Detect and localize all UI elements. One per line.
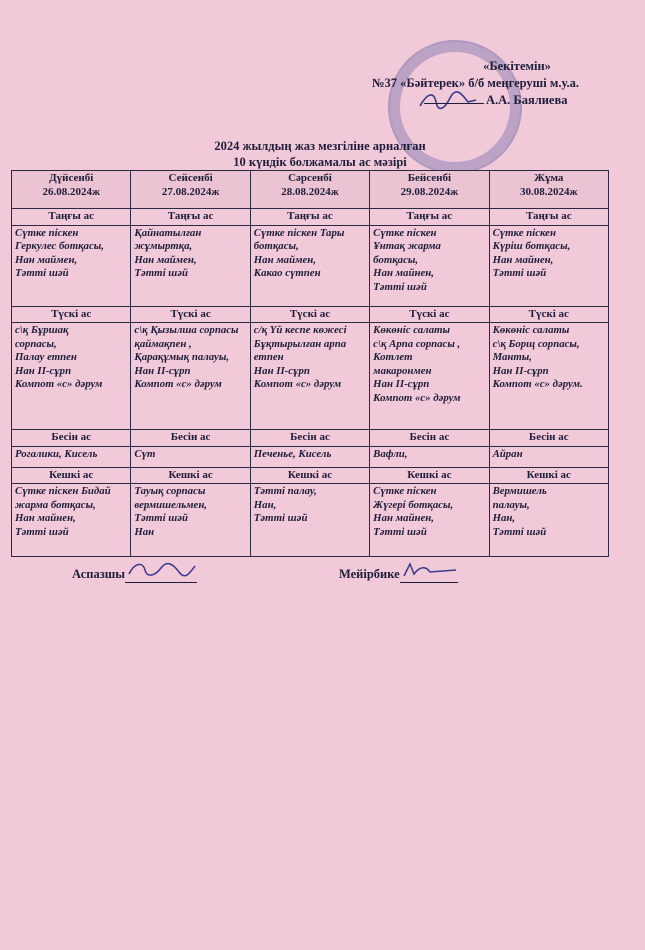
approval-block (372, 58, 632, 109)
dish-line: Нан ІІ-сұрп (373, 378, 430, 390)
dish-line: Рогалики, Кисель (15, 447, 98, 460)
day-name: Жұма (534, 172, 564, 184)
meal-row-lunch (12, 306, 609, 323)
approval-name-line (372, 92, 632, 109)
day-date: 29.08.2024ж (400, 185, 459, 198)
food-row-breakfast (12, 225, 609, 306)
meal-label: Таңғы ас (489, 209, 608, 226)
dish-line: ботқасы, (253, 240, 299, 252)
dish-line: Нан маймен, (253, 253, 316, 266)
day-header (489, 171, 608, 209)
cook-signature-scribble (125, 560, 197, 578)
dish-line: Тауық сорпасы (134, 485, 206, 497)
dish-line: Тәтті палау, (253, 485, 317, 497)
dish-line: Нан майнен, (373, 512, 434, 524)
meal-label: Кешкі ас (489, 467, 608, 484)
dish-line: с\қ Арпа сорпасы , (373, 337, 461, 350)
food-row-lunch (12, 323, 609, 430)
nurse-signature-line (400, 560, 458, 583)
menu-cell (370, 484, 489, 557)
dish-line: Манты, (492, 351, 532, 363)
dish-line: Нан ІІ-сұрп (492, 364, 549, 377)
title-line-2: 10 күндік болжамалы ас мәзірі (233, 155, 407, 169)
dish-line: Бұқтырылған арпа (253, 337, 347, 350)
day-header (370, 171, 489, 209)
dish-line: Сүтке піскен (373, 485, 437, 497)
meal-label: Түскі ас (131, 306, 250, 323)
day-name: Дүйсенбі (49, 172, 94, 184)
menu-cell (131, 446, 250, 467)
dish-line: Котлет (373, 351, 413, 363)
food-row-dinner (12, 484, 609, 557)
dish-line: Сүт (134, 447, 156, 460)
dish-line: етпен (253, 351, 284, 363)
dish-line: Нан ІІ-сұрп (15, 364, 72, 377)
dish-line: Күріш ботқасы, (492, 240, 571, 252)
dish-line: Қарақұмық палауы, (134, 351, 230, 363)
dish-line: Тәтті шәй (15, 267, 69, 279)
dish-line: Тәтті шәй (134, 512, 189, 524)
dish-line: Компот «с» дәрум (373, 391, 461, 404)
dish-line: Тәтті шәй (492, 525, 547, 538)
approval-name: А.А. Баялиева (486, 93, 568, 107)
meal-label: Бесін ас (370, 430, 489, 447)
meal-row-breakfast (12, 209, 609, 226)
day-name: Бейсенбі (407, 172, 452, 184)
dish-line: Геркулес ботқасы, (15, 240, 104, 252)
dish-line: Қайнатылған (134, 226, 202, 239)
cook-signature (72, 560, 197, 583)
meal-label: Кешкі ас (370, 467, 489, 484)
menu-cell (131, 484, 250, 557)
nurse-signature (339, 560, 458, 583)
dish-line: Сүтке піскен (373, 226, 437, 239)
dish-line: палауы, (492, 498, 530, 511)
dish-line: с\қ Борщ сорпасы, (492, 337, 580, 350)
dish-line: Сүтке піскен Бидай (15, 485, 111, 497)
approval-position: №37 «Бәйтерек» б/б меңгеруші м.у.а. (372, 76, 579, 90)
dish-line: с\қ Қызылша сорпасы (134, 324, 239, 336)
nurse-label: Мейірбике (339, 567, 400, 581)
dish-line: Нан майнен, (373, 267, 434, 279)
menu-table (11, 170, 609, 557)
day-header (131, 171, 250, 209)
meal-row-snack (12, 430, 609, 447)
menu-cell (250, 323, 369, 430)
menu-cell (12, 323, 131, 430)
dish-line: Көкөніс салаты (492, 324, 570, 336)
meal-label: Бесін ас (131, 430, 250, 447)
day-header (12, 171, 131, 209)
menu-cell (12, 446, 131, 467)
day-date: 26.08.2024ж (42, 185, 100, 198)
menu-cell (370, 225, 489, 306)
dish-line: сорпасы, (15, 337, 57, 350)
meal-label: Түскі ас (250, 306, 369, 323)
menu-cell (489, 323, 608, 430)
dish-line: Нан маймен, (134, 253, 197, 266)
dish-line: Нан ІІ-сұрп (253, 364, 310, 377)
approval-heading: «Бекітемін» (483, 59, 551, 73)
menu-cell (12, 225, 131, 306)
dish-line: Вермишель (492, 485, 547, 497)
meal-label: Түскі ас (489, 306, 608, 323)
meal-label: Кешкі ас (12, 467, 131, 484)
menu-cell (250, 225, 369, 306)
dish-line: Көкөніс салаты (373, 324, 450, 336)
dish-line: Сүтке піскен (492, 226, 556, 239)
cook-signature-line (125, 560, 197, 583)
meal-label: Кешкі ас (250, 467, 369, 484)
dish-line: Тәтті шәй (15, 525, 69, 538)
day-header-row (12, 171, 609, 209)
meal-label: Таңғы ас (370, 209, 489, 226)
dish-line: қаймақпен , (134, 337, 192, 350)
dish-line: жұмыртқа, (134, 240, 193, 252)
dish-line: Компот «с» дәрум (134, 378, 222, 390)
dish-line: с/қ Үй кеспе көжесі (253, 324, 347, 336)
day-header (250, 171, 369, 209)
dish-line: с\қ Бұршақ (15, 324, 69, 336)
dish-line: Ұнтақ жарма (373, 240, 441, 252)
dish-line: Тәтті шәй (373, 525, 427, 538)
dish-line: Тәтті шәй (134, 267, 189, 279)
cook-label: Аспазшы (72, 567, 126, 581)
dish-line: Вафли, (373, 447, 408, 460)
dish-line: Тәтті шәй (492, 267, 547, 279)
dish-line: Компот «с» дәрум. (492, 378, 583, 390)
menu-cell (131, 225, 250, 306)
dish-line: Нан (134, 525, 155, 538)
meal-label: Бесін ас (489, 430, 608, 447)
meal-label: Бесін ас (250, 430, 369, 447)
meal-label: Таңғы ас (250, 209, 369, 226)
meal-label: Кешкі ас (131, 467, 250, 484)
dish-line: ботқасы, (373, 253, 419, 266)
meal-label: Түскі ас (370, 306, 489, 323)
dish-line: Нан, (253, 498, 277, 511)
menu-cell (489, 225, 608, 306)
day-date: 30.08.2024ж (520, 185, 578, 198)
dish-line: Нан маймен, (15, 253, 78, 266)
dish-line: Сүтке піскен (15, 226, 79, 239)
dish-line: Сүтке піскен Тары (253, 226, 345, 239)
dish-line: Компот «с» дәрум (253, 378, 342, 390)
dish-line: Какао сүтпен (253, 267, 321, 279)
meal-row-dinner (12, 467, 609, 484)
dish-line: Нан ІІ-сұрп (134, 364, 191, 377)
food-row-snack (12, 446, 609, 467)
dish-line: Тәтті шәй (253, 512, 308, 524)
title-line-1: 2024 жылдың жаз мезгіліне арналған (214, 139, 426, 153)
document-title (150, 138, 490, 170)
day-name: Сейсенбі (168, 172, 213, 184)
menu-cell (489, 484, 608, 557)
dish-line: макаронмен (373, 364, 432, 377)
menu-cell (489, 446, 608, 467)
menu-cell (250, 484, 369, 557)
meal-label: Бесін ас (12, 430, 131, 447)
dish-line: Айран (492, 447, 523, 460)
meal-label: Таңғы ас (131, 209, 250, 226)
day-date: 28.08.2024ж (281, 185, 339, 198)
meal-label: Түскі ас (12, 306, 131, 323)
meal-label: Таңғы ас (12, 209, 131, 226)
dish-line: вермишельмен, (134, 498, 208, 511)
dish-line: Тәтті шәй (373, 280, 427, 293)
dish-line: жарма ботқасы, (15, 498, 96, 511)
dish-line: Нан, (492, 512, 516, 524)
day-date: 27.08.2024ж (161, 185, 220, 198)
dish-line: Нан майнен, (15, 512, 76, 524)
dish-line: Компот «с» дәрум (15, 378, 103, 390)
menu-cell (370, 323, 489, 430)
dish-line: Печенье, Кисель (253, 447, 332, 460)
dish-line: Жүгері ботқасы, (373, 498, 454, 511)
menu-cell (131, 323, 250, 430)
menu-cell (12, 484, 131, 557)
dish-line: Нан майнен, (492, 253, 554, 266)
menu-cell (250, 446, 369, 467)
day-name: Сәрсенбі (288, 172, 332, 184)
menu-cell (370, 446, 489, 467)
nurse-signature-scribble (400, 560, 458, 578)
signature-line (424, 103, 484, 104)
dish-line: Палау етпен (15, 351, 77, 363)
